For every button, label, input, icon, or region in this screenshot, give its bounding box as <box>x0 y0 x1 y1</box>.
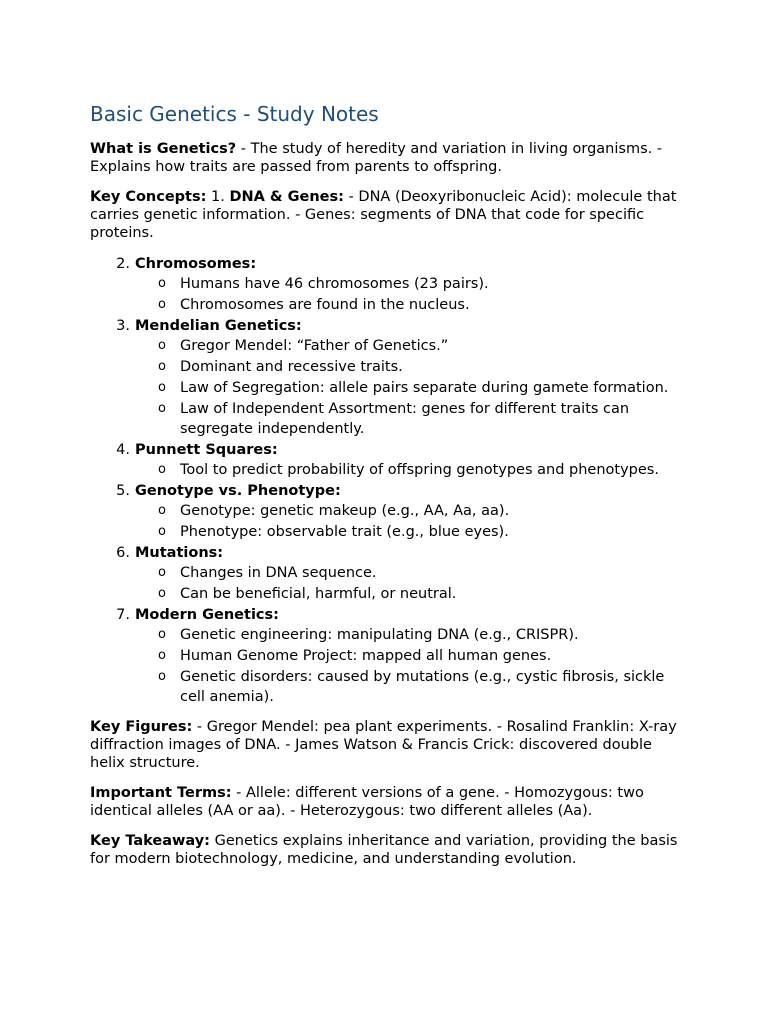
bullet-marker: o <box>158 297 166 312</box>
important-terms-label: Important Terms: <box>90 785 232 801</box>
sub-item-text: Changes in DNA sequence. <box>180 565 377 581</box>
topic-sublist <box>135 563 690 604</box>
bullet-marker: o <box>158 359 166 374</box>
key-takeaway-paragraph <box>90 832 690 868</box>
sub-list-item <box>135 522 690 542</box>
topic-label: Chromosomes: <box>135 256 257 272</box>
what-is-genetics-text: - The study of heredity and variation in living organisms. - Explains how traits are passed from parents to offspring. <box>90 141 663 175</box>
page-title: Basic Genetics - Study Notes <box>90 102 379 126</box>
key-takeaway-text: Genetics explains inheritance and variation, providing the basis for modern biotechnology, medicine, and understanding evolution. <box>90 833 678 867</box>
topic-number: 4. <box>116 442 130 458</box>
bullet-marker: o <box>158 524 166 539</box>
bullet-marker: o <box>158 380 166 395</box>
bullet-marker: o <box>158 462 166 477</box>
sub-item-text: Dominant and recessive traits. <box>180 359 403 375</box>
bullet-marker: o <box>158 565 166 580</box>
bullet-marker: o <box>158 338 166 353</box>
key-takeaway-label: Key Takeaway: <box>90 833 210 849</box>
topic-item <box>90 543 690 604</box>
topic-label: Modern Genetics: <box>135 607 279 623</box>
topics-list <box>90 254 690 707</box>
sub-list-item <box>135 667 690 707</box>
topic-label: Punnett Squares: <box>135 442 278 458</box>
key-figures-text: - Gregor Mendel: pea plant experiments. - Rosalind Franklin: X-ray diffraction images of DNA. - James Watson & Francis Crick: discovered double helix structure. <box>90 719 677 771</box>
sub-item-text: Humans have 46 chromosomes (23 pairs). <box>180 276 489 292</box>
topic-sublist <box>135 336 690 439</box>
topic-item <box>90 605 690 707</box>
topic-sublist <box>135 460 690 480</box>
bullet-marker: o <box>158 648 166 663</box>
bullet-marker: o <box>158 503 166 518</box>
sub-list-item <box>135 563 690 583</box>
topic-label: Mutations: <box>135 545 224 561</box>
sub-item-text: Genetic engineering: manipulating DNA (e.g., CRISPR). <box>180 627 579 643</box>
document-page <box>90 101 690 880</box>
key-concepts-first-number: 1. <box>206 189 230 205</box>
important-terms-paragraph <box>90 784 690 820</box>
sub-list-item <box>135 625 690 645</box>
what-is-genetics-label: What is Genetics? <box>90 141 237 157</box>
bullet-marker: o <box>158 401 166 416</box>
topic-sublist <box>135 625 690 707</box>
topic-number: 5. <box>116 483 130 499</box>
topic-label: Genotype vs. Phenotype: <box>135 483 341 499</box>
sub-item-text: Phenotype: observable trait (e.g., blue eyes). <box>180 524 509 540</box>
key-concepts-label: Key Concepts: <box>90 189 207 205</box>
sub-item-text: Gregor Mendel: “Father of Genetics.” <box>180 338 449 354</box>
key-figures-paragraph <box>90 718 690 772</box>
key-figures-label: Key Figures: <box>90 719 193 735</box>
sub-list-item <box>135 584 690 604</box>
topic-number: 2. <box>116 256 130 272</box>
topic-number: 6. <box>116 545 130 561</box>
sub-item-text: Human Genome Project: mapped all human genes. <box>180 648 552 664</box>
topic-item <box>90 481 690 542</box>
what-is-genetics-paragraph <box>90 140 690 176</box>
sub-item-text: Can be beneficial, harmful, or neutral. <box>180 586 457 602</box>
sub-list-item <box>135 399 690 439</box>
sub-list-item <box>135 336 690 356</box>
sub-item-text: Tool to predict probability of offspring genotypes and phenotypes. <box>180 462 659 478</box>
sub-list-item <box>135 274 690 294</box>
bullet-marker: o <box>158 276 166 291</box>
topic-number: 3. <box>116 318 130 334</box>
bullet-marker: o <box>158 669 166 684</box>
topic-sublist <box>135 501 690 542</box>
topic-sublist <box>135 274 690 315</box>
sub-list-item <box>135 460 690 480</box>
key-concepts-paragraph <box>90 188 690 242</box>
sub-list-item <box>135 501 690 521</box>
bullet-marker: o <box>158 586 166 601</box>
sub-item-text: Genotype: genetic makeup (e.g., AA, Aa, aa). <box>180 503 510 519</box>
sub-item-text: Genetic disorders: caused by mutations (e.g., cystic fibrosis, sickle cell anemia). <box>180 669 665 705</box>
topic-number: 7. <box>116 607 130 623</box>
important-terms-text: - Allele: different versions of a gene. - Homozygous: two identical alleles (AA or aa). - Heterozygous: two different alleles (Aa). <box>90 785 644 819</box>
dna-genes-label: DNA & Genes: <box>229 189 344 205</box>
sub-item-text: Law of Independent Assortment: genes for different traits can segregate independently. <box>180 401 630 437</box>
sub-item-text: Law of Segregation: allele pairs separate during gamete formation. <box>180 380 669 396</box>
topic-item <box>90 440 690 480</box>
dna-genes-text: - DNA (Deoxyribonucleic Acid): molecule that carries genetic information. - Genes: segments of DNA that code for specific proteins. <box>90 189 677 241</box>
topic-item <box>90 316 690 439</box>
sub-list-item <box>135 378 690 398</box>
topic-label: Mendelian Genetics: <box>135 318 302 334</box>
bullet-marker: o <box>158 627 166 642</box>
sub-item-text: Chromosomes are found in the nucleus. <box>180 297 470 313</box>
sub-list-item <box>135 646 690 666</box>
topic-item <box>90 254 690 315</box>
sub-list-item <box>135 295 690 315</box>
sub-list-item <box>135 357 690 377</box>
